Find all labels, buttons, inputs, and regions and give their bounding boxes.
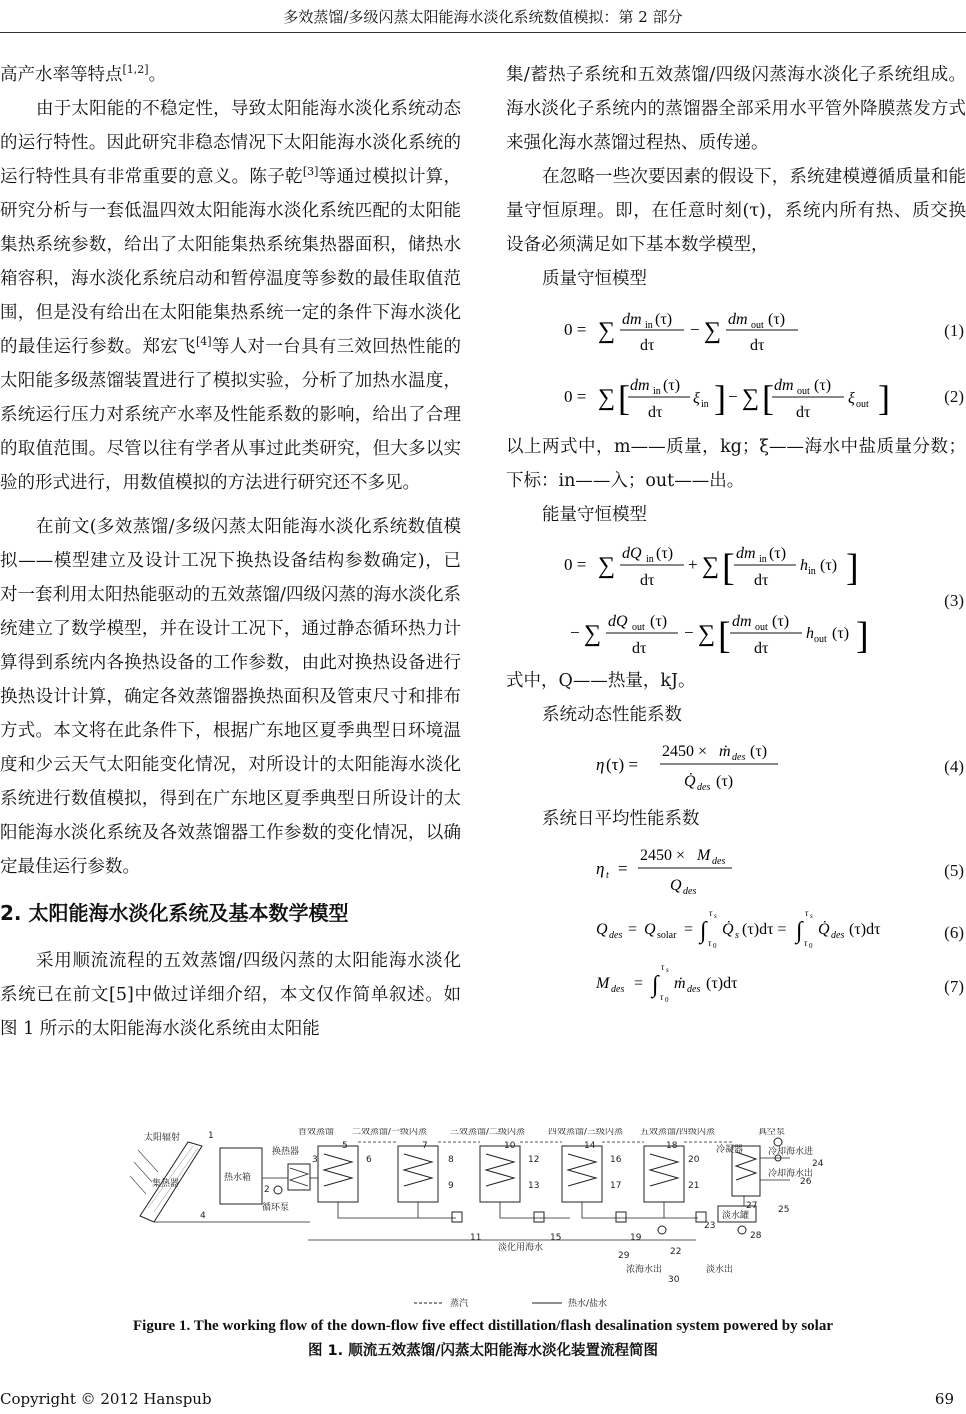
svg-text:des: des [712, 856, 726, 867]
equation-1 [506, 296, 966, 362]
equation-7-number: (7) [944, 977, 964, 996]
paragraph-this-work: 在前文(多效蒸馏/多级闪蒸太阳能海水淡化系统数值模拟——模型建立及设计工况下换热设备结构参数确定)，已对一套利用太阳热能驱动的五效蒸馏/四级闪蒸的海水淡化系统建立了数学模型，并在设计工况下，通过静态循环热力计算得到系统内各换热设备的工作参数，由此对换热设备进行换热设计计算，确定各效蒸馏器换热面积及管束尺寸和排布方式。本文将在此条件下，根据广东地区夏季典型日环境温度和少云天气太阳能变化情况，对所设计的太阳能海水淡化系统进行数值模拟，得到在广东地区夏季典型日所设计的太阳能海水淡化系统及各效蒸馏器工作参数的变化情况，以确定最佳运行参数。 [0, 517, 461, 877]
svg-text:=: = [684, 921, 694, 938]
svg-text:out: out [751, 320, 764, 331]
svg-text:τ: τ [708, 938, 712, 948]
svg-text:dm: dm [732, 613, 752, 630]
svg-text:Q̇: Q̇ [684, 773, 696, 790]
effect-2-label: 二效蒸馏/一级闪蒸 [352, 1128, 428, 1137]
svg-text:des: des [609, 930, 623, 941]
svg-text:5: 5 [342, 1141, 348, 1151]
svg-text:9: 9 [448, 1181, 454, 1191]
hot-tank-label: 热水箱 [224, 1173, 252, 1183]
svg-text:dQ: dQ [622, 545, 642, 562]
equation-6 [506, 902, 966, 956]
svg-text:4: 4 [200, 1211, 206, 1221]
effect-4-label: 四效蒸馏/三级闪蒸 [548, 1128, 624, 1137]
section-heading-2: 2. 太阳能海水淡化系统及基本数学模型 [0, 901, 349, 925]
daily-average-label: 系统日平均性能系数 [542, 809, 700, 829]
equation-5-formula [556, 836, 936, 902]
svg-text:8: 8 [448, 1155, 454, 1165]
svg-text:des: des [732, 752, 746, 763]
paragraph-energy-symbols: 式中，Q——热量，kJ。 [506, 671, 696, 691]
equation-2-number: (2) [944, 387, 964, 406]
svg-text:∫: ∫ [700, 918, 707, 944]
svg-text:in: in [646, 554, 654, 565]
svg-text:∑: ∑ [702, 553, 720, 579]
svg-text:dm: dm [630, 377, 650, 394]
figure-caption-chinese: 图 1. 顺流五效蒸馏/闪蒸太阳能海水淡化装置流程简图 [308, 1343, 658, 1359]
svg-text:13: 13 [528, 1181, 540, 1191]
paragraph-model-assumption: 在忽略一些次要因素的假设下，系统建模遵循质量和能量守恒原理。即，在任意时刻(τ)，系统内所有热、质交换设备必须满足如下基本数学模型， [506, 167, 966, 255]
heat-exchanger-label: 换热器 [272, 1147, 300, 1157]
paragraph-previous-work: 由于太阳能的不稳定性，导致太阳能海水淡化系统动态的运行特性。因此研究非稳态情况下太阳能海水淡化系统的运行特性具有非常重要的意义。陈子乾[3]等通过模拟计算，研究分析与一套低温四效太阳能海水淡化系统匹配的太阳能集热系统参数，给出了太阳能集热系统集热器面积，储热水箱容积，海水淡化系统启动和暂停温度等参数的最佳取值范围，但是没有给出在太阳能集热系统一定的条件下海水淡化的最佳运行参数。郑宏飞[4]等人对一台具有三效回热性能的太阳能多级蒸馏装置进行了模拟实验，分析了加热水温度，系统运行压力对系统产水率及性能系数的影响，给出了合理的取值范围。尽管以往有学者从事过此类研究，但大多以实验的形式进行，用数值模拟的方法进行研究还不多见。 [0, 99, 462, 493]
svg-text:dτ: dτ [754, 640, 769, 657]
svg-text:∑: ∑ [742, 385, 760, 411]
equation-4-number: (4) [944, 757, 964, 776]
dynamic-performance-label: 系统动态性能系数 [542, 705, 682, 725]
svg-text:des: des [611, 984, 625, 995]
svg-text:(τ)dτ =: (τ)dτ = [742, 921, 787, 938]
svg-text:6: 6 [366, 1155, 372, 1165]
svg-text:15: 15 [550, 1233, 562, 1243]
energy-model-label: 能量守恒模型 [542, 505, 647, 525]
svg-text:2450 ×: 2450 × [640, 847, 686, 864]
svg-text:τ: τ [804, 938, 808, 948]
svg-text:(τ): (τ) [832, 625, 850, 642]
svg-text:h: h [806, 625, 814, 642]
svg-text:(τ): (τ) [769, 545, 787, 562]
svg-text:0: 0 [809, 942, 813, 950]
svg-text:30: 30 [668, 1275, 680, 1285]
svg-text:Q: Q [670, 877, 682, 894]
svg-text:19: 19 [630, 1233, 642, 1243]
svg-text:solar: solar [657, 930, 677, 941]
svg-text:Q: Q [596, 921, 608, 938]
svg-text:−: − [728, 387, 738, 406]
equation-5 [506, 836, 966, 902]
water-lines [154, 1158, 790, 1240]
svg-text:(τ): (τ) [716, 773, 734, 790]
svg-text:20: 20 [688, 1155, 700, 1165]
svg-text:dτ: dτ [632, 640, 647, 657]
svg-text:1: 1 [208, 1131, 214, 1141]
svg-text:h: h [800, 557, 808, 574]
fresh-out-label: 淡水出 [706, 1265, 734, 1275]
svg-text:dτ: dτ [640, 337, 655, 354]
effect-5-label: 五效蒸馏/四级闪蒸 [640, 1128, 716, 1137]
svg-text:dm: dm [728, 311, 748, 328]
feed-water-label: 淡化用海水 [498, 1243, 544, 1253]
svg-text:=: = [618, 859, 628, 878]
svg-text:(τ): (τ) [768, 311, 786, 328]
svg-text:out: out [814, 634, 827, 645]
svg-text:(τ)dτ: (τ)dτ [849, 921, 881, 938]
svg-text:dm: dm [774, 377, 794, 394]
vacuum-pump-label: 真空泵 [758, 1128, 786, 1137]
pump-label: 循环泵 [262, 1203, 290, 1213]
svg-text:τ: τ [661, 962, 665, 972]
equation-6-formula [556, 902, 936, 956]
cooling-in-label: 冷却海水进 [768, 1147, 814, 1157]
svg-text:23: 23 [704, 1221, 716, 1231]
svg-text:24: 24 [812, 1159, 824, 1169]
svg-text:s: s [735, 930, 739, 941]
svg-text:s: s [666, 966, 669, 974]
svg-text:29: 29 [618, 1251, 630, 1261]
equation-2 [506, 362, 966, 430]
svg-text:7: 7 [422, 1141, 428, 1151]
svg-text:τ: τ [660, 992, 664, 1002]
svg-text:τ: τ [805, 908, 809, 918]
svg-text:−: − [684, 623, 694, 642]
equation-3-number: (3) [944, 591, 964, 610]
mass-model-label: 质量守恒模型 [542, 269, 647, 289]
svg-text:(τ): (τ) [772, 613, 790, 630]
svg-text:out: out [856, 399, 869, 410]
equation-4 [506, 732, 966, 798]
svg-text:in: in [701, 399, 709, 410]
svg-text:0: 0 [713, 942, 717, 950]
svg-text:t: t [606, 870, 609, 881]
svg-text:ξ: ξ [848, 390, 855, 407]
svg-text:∑: ∑ [598, 318, 616, 344]
svg-text:(τ): (τ) [820, 557, 838, 574]
svg-text:11: 11 [470, 1233, 482, 1243]
copyright-footer: Copyright © 2012 Hanspub [0, 1390, 212, 1408]
svg-text:14: 14 [584, 1141, 596, 1151]
svg-text:(τ) =: (τ) = [606, 755, 638, 774]
svg-text:s: s [810, 912, 813, 920]
svg-text:3: 3 [312, 1155, 318, 1165]
cooling-out-label: 冷却海水出 [768, 1169, 814, 1179]
svg-text:[: [ [618, 378, 630, 418]
vacuum-pump-symbol [774, 1138, 782, 1146]
figure-1-flow-diagram [128, 1128, 838, 1308]
svg-text:]: ] [878, 378, 890, 418]
page-number: 69 [934, 1390, 954, 1408]
svg-text:out: out [632, 622, 645, 633]
equation-6-number: (6) [944, 923, 964, 942]
svg-text:=: = [634, 975, 644, 992]
paragraph-mass-symbols: 以上两式中，m——质量，kg；ξ——海水中盐质量分数；下标：in——入；out——出。 [506, 437, 966, 491]
svg-text:des: des [697, 782, 711, 793]
svg-text:22: 22 [670, 1247, 682, 1257]
solar-radiation-label: 太阳辐射 [144, 1133, 181, 1143]
svg-text:27: 27 [746, 1201, 758, 1211]
equation-1-number: (1) [944, 321, 964, 340]
svg-text:∑: ∑ [698, 621, 716, 647]
svg-text:∫: ∫ [796, 918, 803, 944]
svg-text:ξ: ξ [693, 390, 700, 407]
svg-text:0 =: 0 = [564, 555, 587, 574]
svg-text:−: − [570, 623, 580, 642]
svg-text:des: des [687, 984, 701, 995]
brine-out-label: 浓海水出 [626, 1265, 663, 1275]
equation-7 [506, 956, 966, 1010]
svg-text:−: − [690, 320, 700, 339]
paragraph-intro-end: 高产水率等特点[1,2]。 [0, 63, 167, 85]
svg-text:25: 25 [778, 1205, 790, 1215]
svg-text:dτ: dτ [648, 404, 663, 421]
svg-text:∑: ∑ [598, 385, 616, 411]
svg-text:+: + [688, 555, 698, 574]
circulation-pump [274, 1186, 282, 1194]
running-header: 多效蒸馏/多级闪蒸太阳能海水淡化系统数值模拟：第 2 部分 [283, 8, 683, 26]
effect-3-label: 三效蒸馏/二级闪蒸 [450, 1128, 526, 1137]
svg-text:0: 0 [665, 996, 669, 1004]
figure-caption-english: Figure 1. The working flow of the down-flow five effect distillation/flash desalination system powered by solar [133, 1318, 833, 1334]
svg-text:12: 12 [528, 1155, 540, 1165]
svg-text:in: in [653, 386, 661, 397]
svg-text:τ: τ [709, 908, 713, 918]
fresh-tank-label: 淡水罐 [722, 1211, 750, 1221]
legend-steam-label: 蒸汽 [450, 1299, 469, 1308]
svg-text:21: 21 [688, 1181, 700, 1191]
svg-text:=: = [628, 921, 638, 938]
svg-text:dτ: dτ [754, 572, 769, 589]
equation-3 [506, 532, 966, 664]
svg-text:dτ: dτ [750, 337, 765, 354]
svg-text:∑: ∑ [598, 553, 616, 579]
equation-2-formula [556, 362, 936, 430]
svg-text:des: des [683, 886, 697, 897]
collector-label: 集热器 [152, 1179, 180, 1189]
equation-5-number: (5) [944, 861, 964, 880]
left-column [0, 58, 461, 1046]
equation-3-formula [556, 532, 936, 664]
svg-text:16: 16 [610, 1155, 622, 1165]
svg-text:s: s [714, 912, 717, 920]
svg-text:η: η [596, 859, 605, 878]
svg-text:]: ] [714, 378, 726, 418]
header-rule [0, 32, 966, 33]
svg-text:in: in [808, 566, 816, 577]
svg-text:M: M [697, 847, 711, 864]
legend-water-label: 热水/盐水 [568, 1299, 608, 1308]
svg-text:2: 2 [264, 1185, 270, 1195]
svg-text:[: [ [762, 378, 774, 418]
effect-1-label: 首效蒸馏 [298, 1128, 335, 1137]
svg-text:in: in [759, 554, 767, 565]
svg-text:(τ)dτ: (τ)dτ [706, 975, 738, 992]
equation-7-formula [556, 956, 936, 1010]
svg-text:des: des [831, 930, 845, 941]
svg-text:Q: Q [644, 921, 656, 938]
svg-text:]: ] [856, 615, 869, 657]
svg-text:[: [ [718, 615, 731, 657]
svg-text:ṁ: ṁ [719, 743, 731, 760]
svg-text:[: [ [722, 547, 735, 589]
paragraph-system-intro: 采用顺流流程的五效蒸馏/四级闪蒸的太阳能海水淡化系统已在前文[5]中做过详细介绍，本文仅作简单叙述。如图 1 所示的太阳能海水淡化系统由太阳能 [0, 951, 461, 1039]
svg-text:(τ): (τ) [655, 311, 673, 328]
svg-text:∫: ∫ [652, 972, 659, 998]
svg-text:(τ): (τ) [750, 743, 768, 760]
citation-1-2[interactable]: [1,2] [122, 63, 149, 77]
svg-text:(τ): (τ) [663, 377, 681, 394]
svg-text:out: out [797, 386, 810, 397]
svg-text:17: 17 [610, 1181, 622, 1191]
citation-3[interactable]: [3] [302, 165, 319, 179]
svg-text:]: ] [846, 547, 859, 589]
svg-text:28: 28 [750, 1231, 762, 1241]
svg-text:M: M [596, 975, 610, 992]
svg-text:∑: ∑ [584, 621, 602, 647]
paragraph-system-composition: 集/蓄热子系统和五效蒸馏/四级闪蒸海水淡化子系统组成。海水淡化子系统内的蒸馏器全部采用水平管外降膜蒸发方式来强化海水蒸馏过程热、质传递。 [506, 65, 966, 153]
svg-text:out: out [755, 622, 768, 633]
citation-4[interactable]: [4] [195, 335, 212, 349]
svg-text:dm: dm [736, 545, 756, 562]
svg-text:Q̇: Q̇ [818, 921, 830, 938]
equation-4-formula [556, 732, 936, 798]
svg-text:(τ): (τ) [650, 613, 668, 630]
svg-text:in: in [645, 320, 653, 331]
svg-text:ṁ: ṁ [674, 975, 686, 992]
svg-text:η: η [596, 755, 605, 774]
equation-1-formula [556, 296, 936, 362]
right-column [506, 58, 966, 1010]
svg-text:dm: dm [622, 311, 642, 328]
svg-text:(τ): (τ) [656, 545, 674, 562]
svg-text:10: 10 [504, 1141, 516, 1151]
condenser-label: 冷凝器 [716, 1145, 744, 1155]
svg-text:0 =: 0 = [564, 320, 587, 339]
svg-text:∑: ∑ [704, 318, 722, 344]
svg-text:0 =: 0 = [564, 387, 587, 406]
svg-text:(τ): (τ) [814, 377, 832, 394]
svg-text:18: 18 [666, 1141, 678, 1151]
svg-text:26: 26 [800, 1177, 812, 1187]
svg-text:dQ: dQ [608, 613, 628, 630]
svg-text:dτ: dτ [796, 404, 811, 421]
svg-text:2450 ×: 2450 × [662, 743, 708, 760]
svg-text:Q̇: Q̇ [722, 921, 734, 938]
svg-text:dτ: dτ [640, 572, 655, 589]
